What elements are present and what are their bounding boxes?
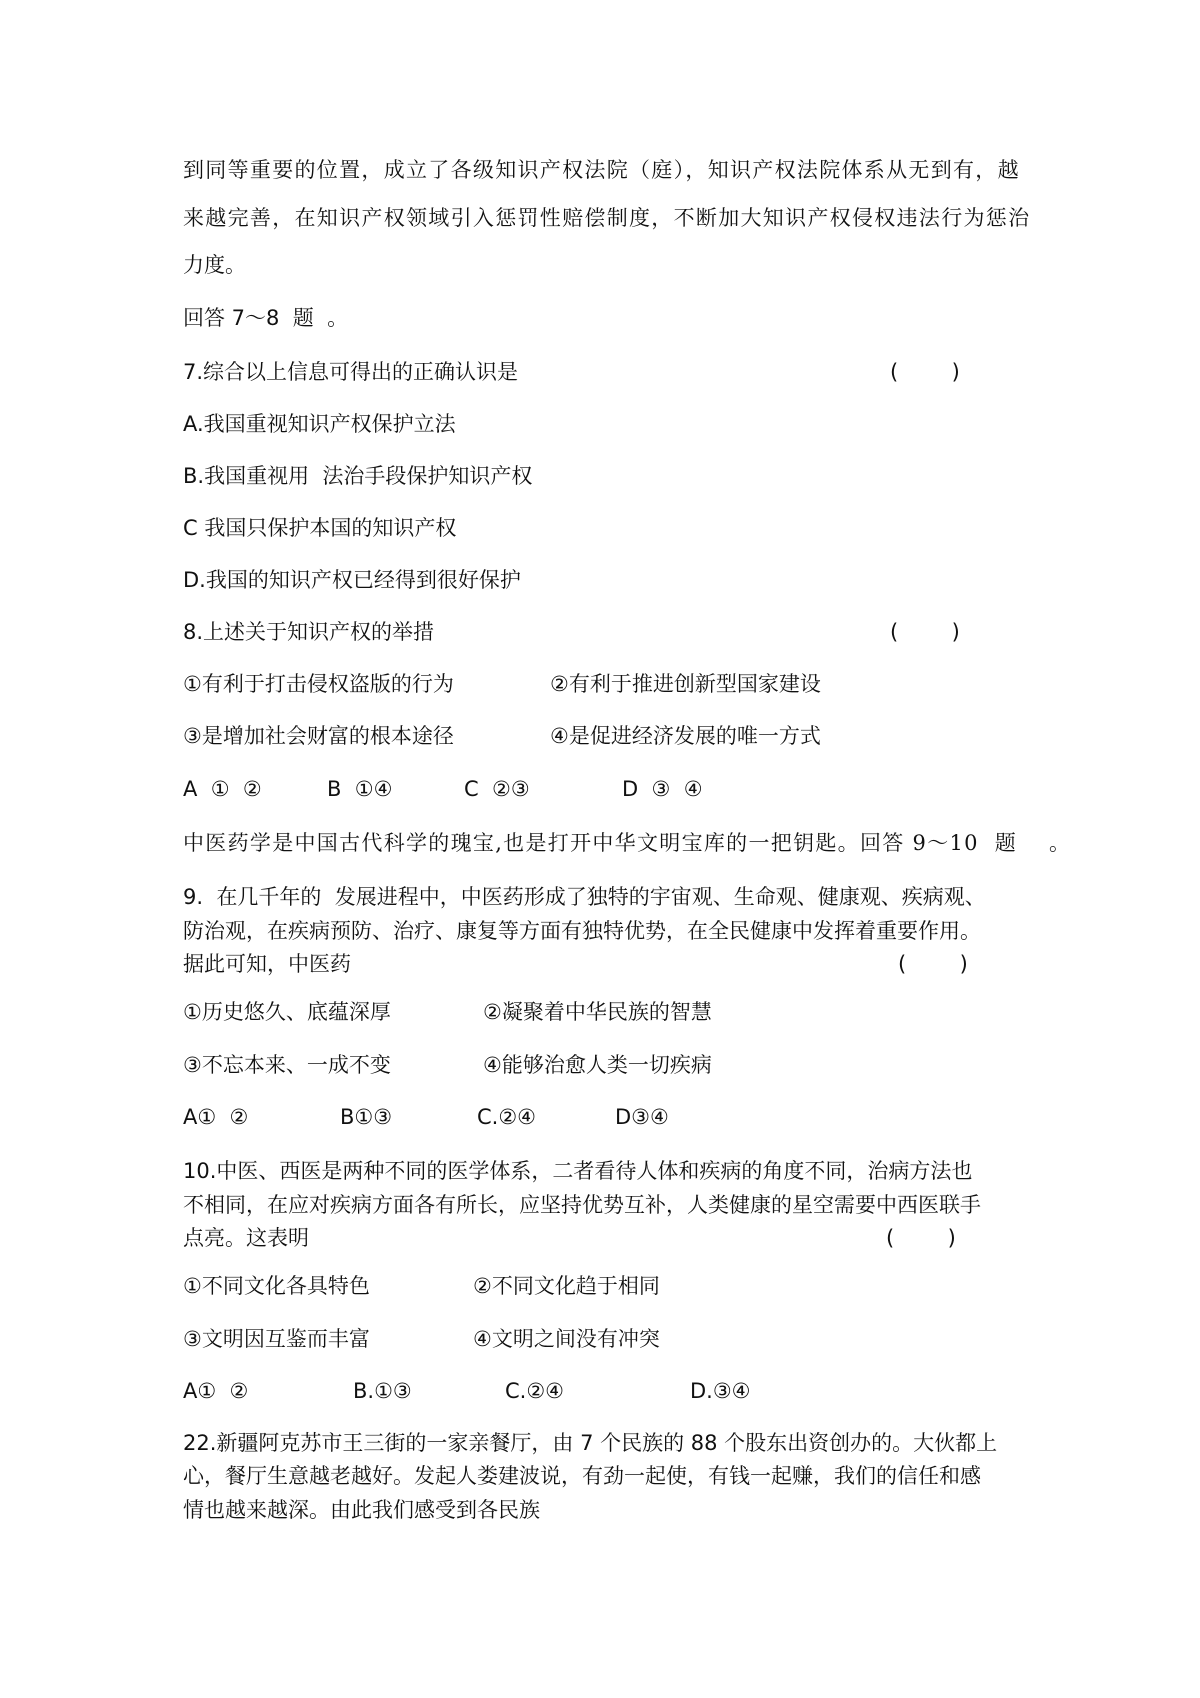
tcm-intro: 中医药学是中国古代科学的瑰宝,也是打开中华文明宝库的一把钥匙。回答 9～10 题 。 [183,831,1072,855]
q9-answer-paren: ( ) [898,952,968,976]
q10-stem-line-3: 点亮。这表明 [183,1226,309,1250]
q10-choice-a: A① ② [183,1379,249,1403]
q22-stem-line-2: 心，餐厅生意越老越好。发起人娄建波说，有劲一起使，有钱一起赚，我们的信任和感 [183,1464,981,1488]
q9-item-2: ②凝聚着中华民族的智慧 [483,1000,712,1024]
q9-stem-line-2: 防治观，在疾病预防、治疗、康复等方面有独特优势，在全民健康中发挥着重要作用。 [183,919,981,943]
q9-item-3: ③不忘本来、一成不变 [183,1053,391,1077]
q9-choice-c: C.②④ [477,1105,536,1129]
q10-choice-d: D.③④ [690,1379,751,1403]
q10-item-3: ③文明因互鉴而丰富 [183,1327,370,1351]
q7-option-a: A.我国重视知识产权保护立法 [183,412,456,436]
q7-answer-paren: ( ) [890,360,960,384]
q8-item-3: ③是增加社会财富的根本途径 [183,724,454,748]
q8-stem: 8.上述关于知识产权的举措 [183,620,435,644]
q7-option-d: D.我国的知识产权已经得到很好保护 [183,568,521,592]
q9-choice-b: B①③ [340,1105,393,1129]
q9-choice-d: D③④ [615,1105,669,1129]
q8-item-4: ④是促进经济发展的唯一方式 [550,724,821,748]
q8-answer-paren: ( ) [890,620,960,644]
q22-stem-line-3: 情也越来越深。由此我们感受到各民族 [183,1498,540,1522]
q8-item-1: ①有利于打击侵权盗版的行为 [183,672,454,696]
passage-line-2: 来越完善，在知识产权领域引入惩罚性赔偿制度，不断加大知识产权侵权违法行为惩治 [183,206,1031,230]
q8-item-2: ②有利于推进创新型国家建设 [550,672,821,696]
q9-item-1: ①历史悠久、底蕴深厚 [183,1000,391,1024]
q9-choice-a: A① ② [183,1105,249,1129]
passage-line-1: 到同等重要的位置，成立了各级知识产权法院（庭），知识产权法院体系从无到有，越 [183,158,1020,182]
q10-stem-line-1: 10.中医、西医是两种不同的医学体系，二者看待人体和疾病的角度不同，治病方法也 [183,1159,973,1183]
q9-stem-line-1: 9. 在几千年的 发展进程中，中医药形成了独特的宇宙观、生命观、健康观、疾病观、 [183,885,986,909]
q9-stem-line-3: 据此可知，中医药 [183,952,351,976]
q10-item-1: ①不同文化各具特色 [183,1274,370,1298]
q10-item-2: ②不同文化趋于相同 [473,1274,660,1298]
q8-choice-d: D ③ ④ [622,777,703,801]
q8-choice-a: A ① ② [183,777,262,801]
q10-stem-line-2: 不相同，在应对疾病方面各有所长，应坚持优势互补，人类健康的星空需要中西医联手 [183,1193,981,1217]
q10-answer-paren: ( ) [886,1226,956,1250]
q9-item-4: ④能够治愈人类一切疾病 [483,1053,712,1077]
passage-line-3: 力度。 [183,253,246,277]
q10-item-4: ④文明之间没有冲突 [473,1327,660,1351]
q22-stem-line-1: 22.新疆阿克苏市王三街的一家亲餐厅，由 7 个民族的 88 个股东出资创办的。大伙都上 [183,1431,998,1455]
q8-choice-b: B ①④ [327,777,393,801]
q8-choice-c: C ②③ [464,777,530,801]
q7-option-b: B.我国重视用 法治手段保护知识产权 [183,464,533,488]
q10-choice-b: B.①③ [353,1379,412,1403]
q7-stem: 7.综合以上信息可得出的正确认识是 [183,360,519,384]
q10-choice-c: C.②④ [505,1379,564,1403]
instruction-7-8: 回答 7～8 题 。 [183,306,349,330]
q7-option-c: C 我国只保护本国的知识产权 [183,516,457,540]
